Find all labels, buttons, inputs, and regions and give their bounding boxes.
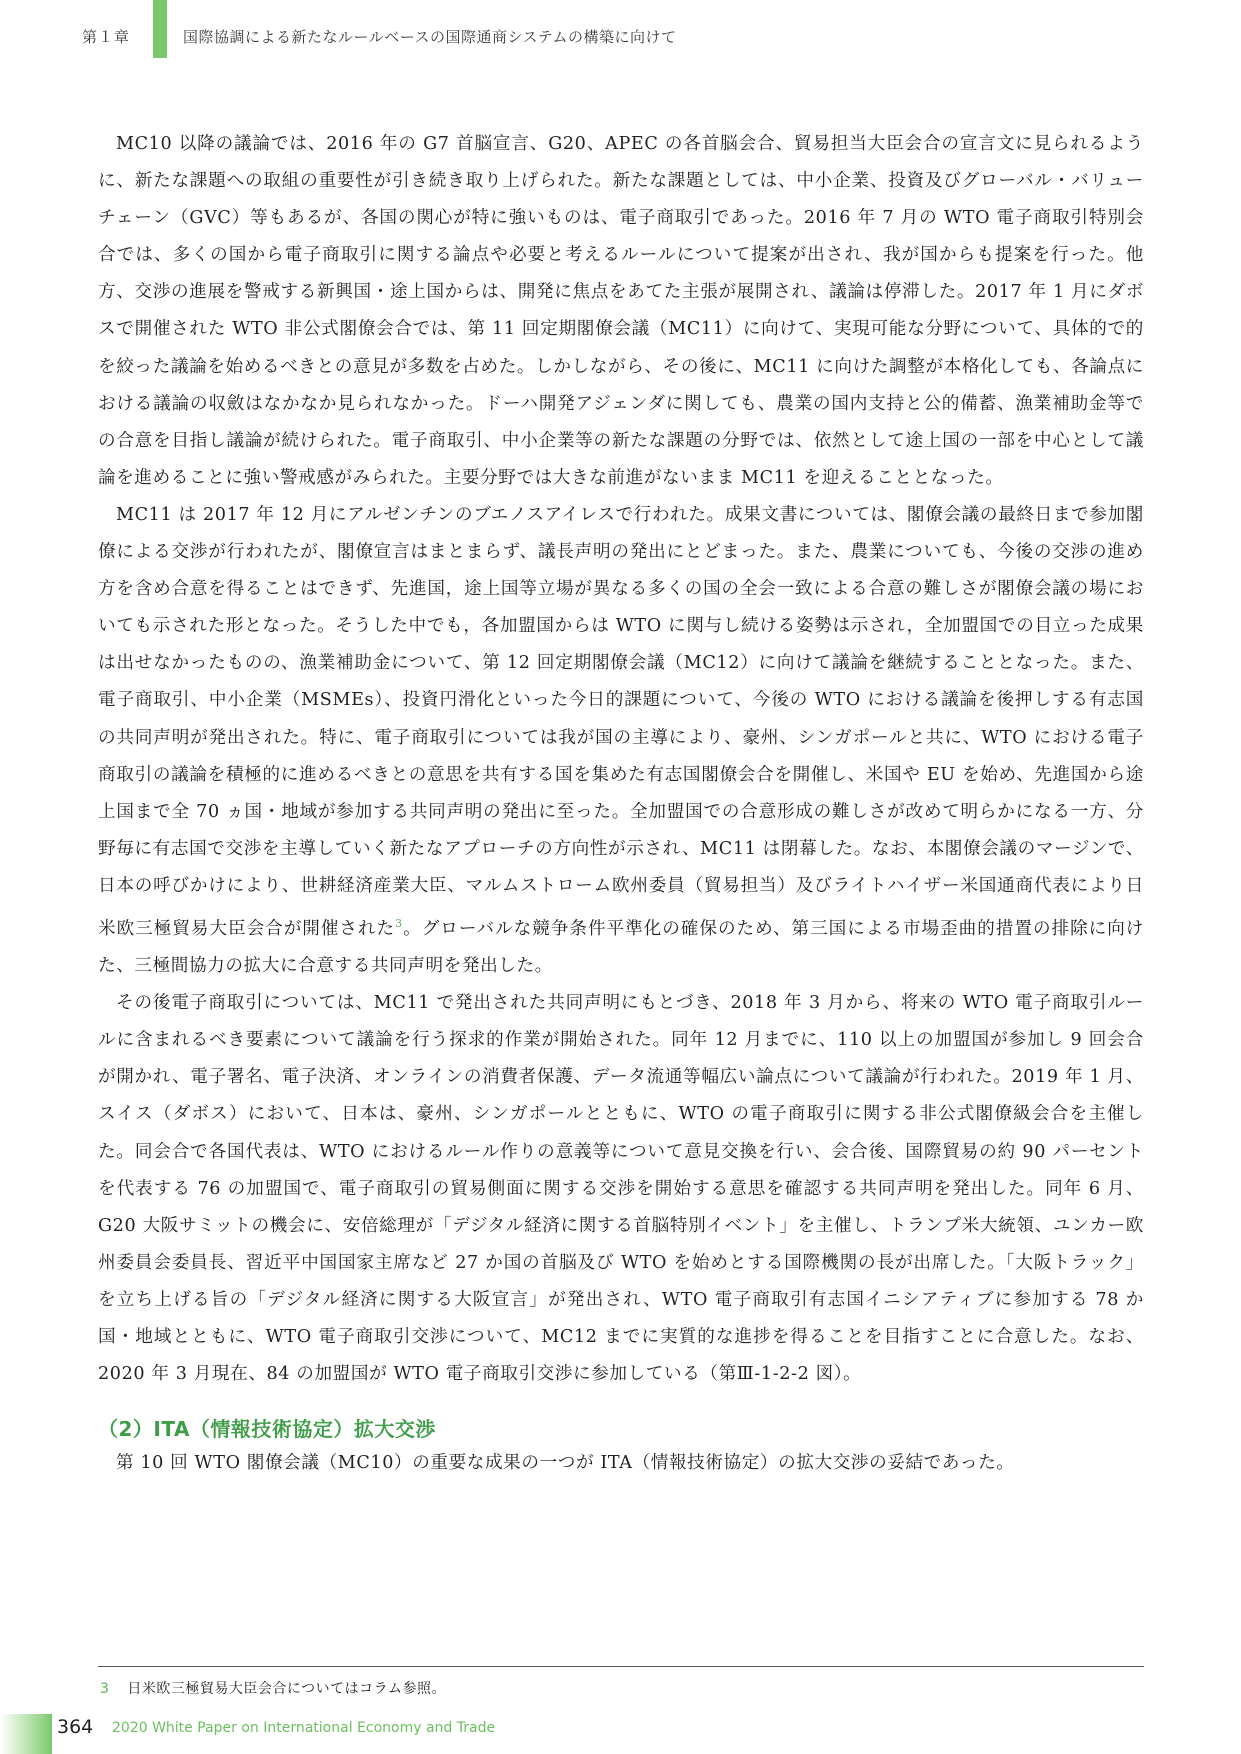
chapter-label: 第１章	[82, 28, 131, 46]
paragraph-mc11-text-part1: MC11 は 2017 年 12 月にアルゼンチンのブエノスアイレスで行われた。成果文書については、閣僚会議の最終日まで参加閣僚による交渉が行われたが、閣僚宣言はまとまらず、議長声明の発出にとどまった。また、農業についても、今後の交渉の進め方を含め合意を得ることはできず、先進国，途上国等立場が異なる多くの国の全会一致による合意の難しさが閣僚会議の場においても示された形となった。そうした中でも，各加盟国からは WTO に関与し続ける姿勢は示され，全加盟国での目立った成果は出せなかったものの、漁業補助金について、第 12 回定期閣僚会議（MC12）に向けて議論を継続することとなった。また、電子商取引、中小企業（MSMEs）、投資円滑化といった今日的課題について、今後の WTO における議論を後押しする有志国の共同声明が発出された。特に、電子商取引については我が国の主導により、豪州、シンガポールと共に、WTO における電子商取引の議論を積極的に進めるべきとの意思を共有する国を集めた有志国閣僚会合を開催し、米国や EU を始め、先進国から途上国まで全 70 ヵ国・地域が参加する共同声明の発出に至った。全加盟国での合意形成の難しさが改めて明らかになる一方、分野毎に有志国で交渉を主導していく新たなアプローチの方向性が示され、MC11 は閉幕した。なお、本閣僚会議のマージンで、日本の呼びかけにより、世耕経済産業大臣、マルムストローム欧州委員（貿易担当）及びライトハイザー米国通商代表により日米欧三極貿易大臣会合が開催された	[98, 504, 1144, 939]
page-number: 364	[57, 1716, 94, 1738]
footnote-reference[interactable]: 3	[395, 916, 403, 930]
header-accent-bar	[153, 0, 167, 58]
footnote-number: 3	[100, 1681, 110, 1697]
paragraph-ecommerce-negotiation: その後電子商取引については、MC11 で発出された共同声明にもとづき、2018 年 3 月から、将来の WTO 電子商取引ルールに含まれるべき要素について議論を行う探求的作業が開始された。同年 12 月までに、110 以上の加盟国が参加し 9 回会合が開かれ、電子署名、電子決済、オンラインの消費者保護、データ流通等幅広い論点について議論が行われた。2019 年 1 月、スイス（ダボス）において、日本は、豪州、シンガポールとともに、WTO の電子商取引に関する非公式閣僚級会合を主催した。同会合で各国代表は、WTO におけるルール作りの意義等について意見交換を行い、会合後、国際貿易の約 90 パーセントを代表する 76 の加盟国で、電子商取引の貿易側面に関する交渉を開始する意思を確認する共同声明を発出した。同年 6 月、G20 大阪サミットの機会に、安倍総理が「デジタル経済に関する首脳特別イベント」を主催し、トランプ米大統領、ユンカー欧州委員会委員長、習近平中国国家主席など 27 か国の首脳及び WTO を始めとする国際機関の長が出席した。「大阪トラック」を立ち上げる旨の「デジタル経済に関する大阪宣言」が発出され、WTO 電子商取引有志国イニシアティブに参加する 78 か国・地域とともに、WTO 電子商取引交渉について、MC12 までに実質的な進捗を得ることを目指すことに合意した。なお、2020 年 3 月現在、84 の加盟国が WTO 電子商取引交渉に参加している（第Ⅲ-1-2-2 図）。	[98, 993, 1144, 1385]
paragraph-mc11-text-part2: 。グローバルな競争条件平準化の確保のため、第三国による市場歪曲的措置の排除に向けた、三極間協力の拡大に合意する共同声明を発出した。	[98, 918, 1144, 977]
paragraph-mc10-discussion: MC10 以降の議論では、2016 年の G7 首脳宣言、G20、APEC の各首脳会合、貿易担当大臣会合の宣言文に見られるように、新たな課題への取組の重要性が引き続き取り上げられた。新たな課題としては、中小企業、投資及びグローバル・バリューチェーン（GVC）等もあるが、各国の関心が特に強いものは、電子商取引であった。2016 年 7 月の WTO 電子商取引特別会合では、多くの国から電子商取引に関する論点や必要と考えるルールについて提案が出され、我が国からも提案を行った。他方、交渉の進展を警戒する新興国・途上国からは、開発に焦点をあてた主張が展開され、議論は停滞した。2017 年 1 月にダボスで開催された WTO 非公式閣僚会合では、第 11 回定期閣僚会議（MC11）に向けて、実現可能な分野について、具体的で的を絞った議論を始めるべきとの意見が多数を占めた。しかしながら、その後に、MC11 に向けた調整が本格化しても、各論点における議論の収斂はなかなか見られなかった。ドーハ開発アジェンダに関しても、農業の国内支持と公的備蓄、漁業補助金等での合意を目指し議論が続けられた。電子商取引、中小企業等の新たな課題の分野では、依然として途上国の一部を中心として議論を進めることに強い警戒感がみられた。主要分野では大きな前進がないまま MC11 を迎えることとなった。	[98, 134, 1144, 488]
chapter-title: 国際協調による新たなルールベースの国際通商システムの構築に向けて	[183, 28, 677, 46]
footnote-divider	[98, 1666, 1144, 1667]
footnote	[100, 1678, 446, 1698]
paragraph-ita-expansion: 第 10 回 WTO 閣僚会議（MC10）の重要な成果の一つが ITA（情報技術協定）の拡大交渉の妥結であった。	[116, 1453, 1015, 1474]
paragraph-mc11-outcome	[98, 497, 1144, 985]
publication-title: 2020 White Paper on International Economy and Trade	[112, 1720, 496, 1736]
section-heading-ita: （2）ITA（情報技術協定）拡大交渉	[98, 1417, 436, 1442]
page-header	[0, 0, 1241, 60]
main-body	[98, 126, 1144, 1482]
footnote-text: 日米欧三極貿易大臣会合についてはコラム参照。	[127, 1681, 447, 1697]
footer-accent-tab	[0, 1714, 52, 1754]
